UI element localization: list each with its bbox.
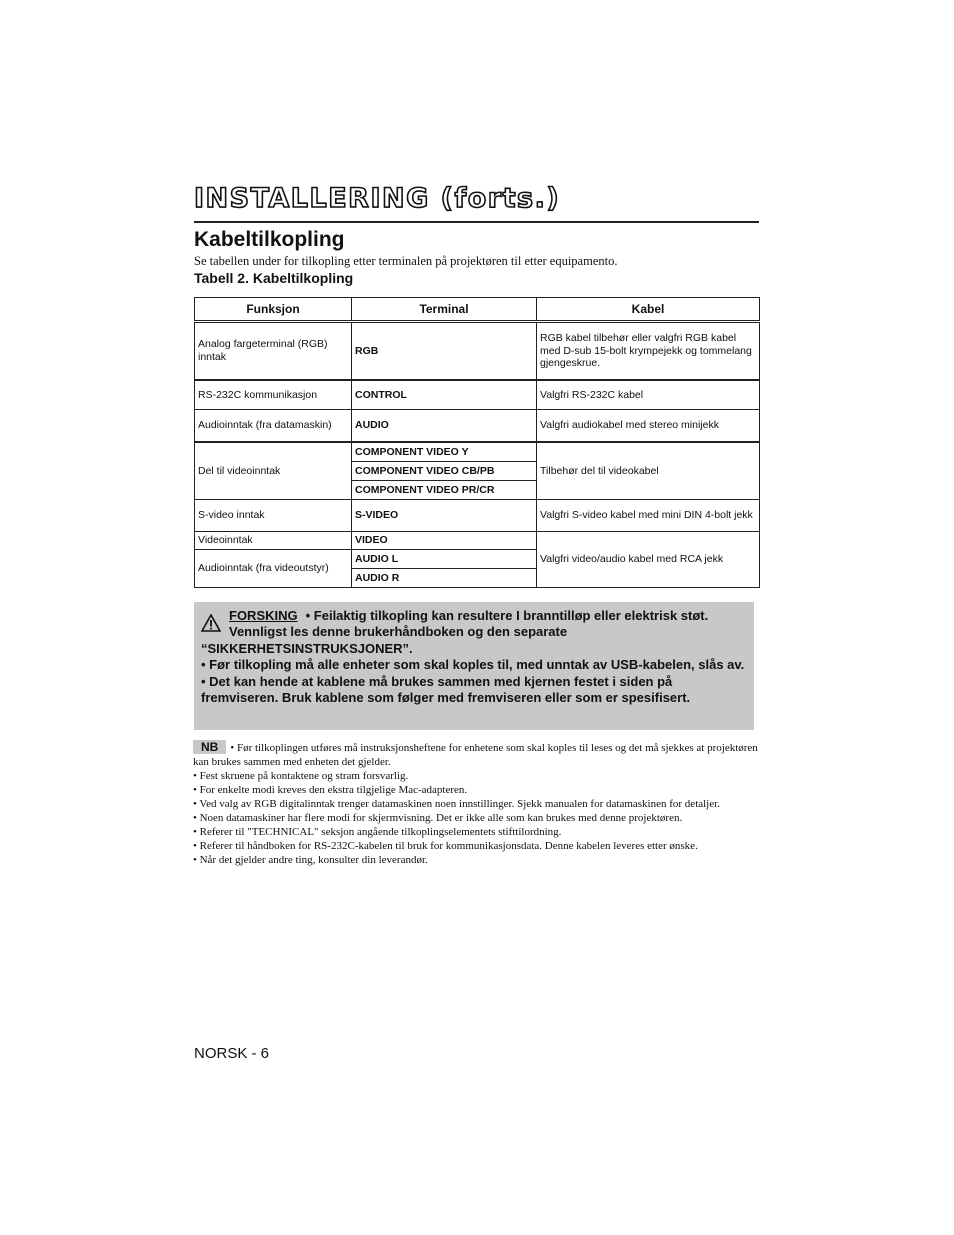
terminal-label: COMPONENT VIDEO CB/PB: [352, 462, 536, 481]
terminal-label: CONTROL: [355, 388, 407, 401]
function-cell: Audioinntak (fra datamaskin): [195, 410, 352, 442]
terminal-cell: [352, 500, 537, 532]
function-cell: Del til videoinntak: [195, 442, 352, 500]
cable-cell: RGB kabel tilbehør eller valgfri RGB kabel med D-sub 15-bolt krympejekk og tommelang gjengeskrue.: [537, 322, 760, 380]
terminal-label: AUDIO: [355, 419, 389, 431]
cable-cell: Valgfri S-video kabel med mini DIN 4-bolt jekk: [537, 500, 760, 532]
table-row: [195, 500, 760, 532]
note-item: • Fest skruene på kontaktene og stram forsvarlig.: [193, 770, 409, 782]
section-title: Kabeltilkopling: [194, 228, 345, 251]
notes-section: [193, 740, 759, 867]
terminal-cell: [352, 442, 537, 500]
terminal-label: COMPONENT VIDEO PR/CR: [355, 483, 495, 496]
terminal-label: RGB: [355, 344, 379, 357]
caution-bullet-1: • Feilaktig tilkopling kan resultere I branntilløp eller elektrisk støt. Vennligst les denne brukerhåndboken og den separate: [229, 608, 709, 640]
table-caption: Tabell 2. Kabeltilkopling: [194, 270, 354, 286]
caution-line-2: “SIKKERHETSINSTRUKSJONER”.: [201, 641, 413, 656]
terminal-cell: [352, 410, 537, 442]
function-cell: Analog fargeterminal (RGB) inntak: [195, 322, 352, 380]
caution-first-paragraph: [229, 608, 748, 641]
function-cell: S-video inntak: [195, 500, 352, 532]
function-cell: RS-232C kommunikasjon: [195, 380, 352, 410]
note-item: • For enkelte modi kreves den ekstra tilgjelige Mac-adapteren.: [193, 784, 468, 796]
table-row: [195, 442, 760, 500]
page-heading: [194, 181, 759, 223]
terminal-cell: [352, 550, 537, 588]
cable-cell: Tilbehør del til videokabel: [537, 442, 760, 500]
table-row: [195, 532, 760, 550]
warning-triangle-icon: [201, 614, 221, 632]
terminal-label: COMPONENT VIDEO Y: [352, 443, 536, 462]
note-item: • Noen datamaskiner har flere modi for skjermvisning. Det er ikke alle som kan brukes med denne projektøren.: [193, 812, 683, 824]
terminal-label: AUDIO R: [355, 572, 400, 584]
function-cell: Videoinntak: [195, 532, 352, 550]
terminal-cell: [352, 322, 537, 380]
note-item: [193, 740, 759, 769]
nb-badge: NB: [193, 740, 226, 754]
note-text: • Før tilkoplingen utføres må instruksjonsheftene for enhetene som skal koples til leses og det må sjekkes at projektøren kan brukes sammen med enheten det gjelder.: [193, 742, 758, 768]
page-footer: NORSK - 6: [194, 1045, 270, 1062]
caution-bullet-3: • Det kan hende at kablene må brukes sammen med kjernen festet i siden på fremviseren. Bruk kablene som følger med fremviseren eller som er spesifisert.: [201, 673, 691, 705]
intro-text: Se tabellen under for tilkopling etter terminalen på projektøren til etter equipamento.: [194, 254, 618, 268]
terminal-label: VIDEO: [355, 534, 388, 547]
note-item: • Referer til håndboken for RS-232C-kabelen til bruk for kommunikasjonsdata. Denne kabelen leveres etter ønske.: [193, 840, 698, 852]
terminal-cell: [352, 380, 537, 410]
terminal-label: S-VIDEO: [355, 509, 399, 522]
header-cable: Kabel: [537, 298, 760, 322]
note-item: • Når det gjelder andre ting, konsulter din leverandør.: [193, 854, 428, 866]
caution-label: FORSKING: [229, 608, 298, 623]
cable-cell: Valgfri audiokabel med stereo minijekk: [537, 410, 760, 442]
table-header-row: [195, 298, 760, 322]
caution-rest: [201, 641, 748, 706]
header-function: Funksjon: [195, 298, 352, 322]
note-item: • Referer til "TECHNICAL" seksjon angående tilkoplingselementets stifttilordning.: [193, 826, 562, 838]
terminal-label: AUDIO L: [352, 550, 536, 569]
table-row: [195, 322, 760, 380]
caution-bullet-2: • Før tilkopling må alle enheter som skal koples til, med unntak av USB-kabelen, slås av.: [201, 657, 745, 673]
function-cell: Audioinntak (fra videoutstyr): [195, 550, 352, 588]
cable-connection-table: [194, 297, 760, 588]
cable-cell: Valgfri video/audio kabel med RCA jekk: [537, 532, 760, 588]
table-row: [195, 410, 760, 442]
caution-box: [194, 602, 754, 730]
note-item: • Ved valg av RGB digitalinntak trenger datamaskinen noen innstillinger. Sjekk manualen for datamaskinen for detaljer.: [193, 798, 720, 810]
table-row: [195, 380, 760, 410]
page-heading-text: INSTALLERING (forts.): [194, 183, 561, 214]
header-terminal: Terminal: [352, 298, 537, 322]
cable-cell: Valgfri RS-232C kabel: [537, 380, 760, 410]
terminal-cell: [352, 532, 537, 550]
